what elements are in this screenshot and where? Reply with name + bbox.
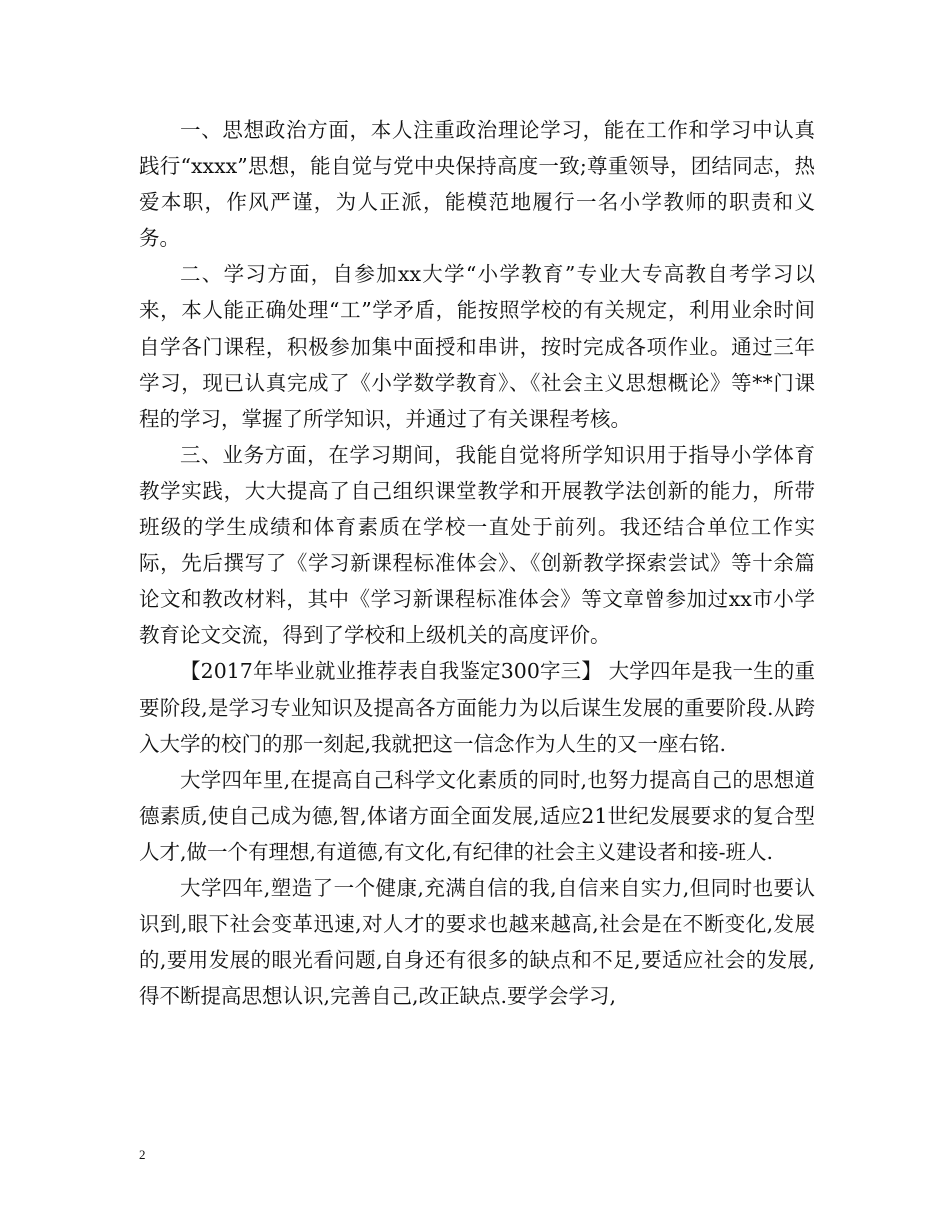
section-spacer bbox=[602, 659, 609, 683]
paragraph-university-growth: 大学四年,塑造了一个健康,充满自信的我,自信来自实力,但同时也要认识到,眼下社会变革迅速,对人才的要求也越来越高,社会是在不断变化,发展的,要用发展的眼光看问题,自身还有很多的缺点和不足,要适应社会的发展,得不断提高思想认识,完善自己,改正缺点.要学会学习, bbox=[139, 875, 815, 1009]
section-first-paragraph: 大学四年是我一生的重要阶段,是学习专业知识及提高各方面能力为以后谋生发展的重要阶段.从跨入大学的校门的那一刻起,我就把这一信念作为人生的又一座右铭. bbox=[139, 659, 815, 756]
page-number: 2 bbox=[139, 1147, 146, 1162]
paragraph-work: 三、业务方面，在学习期间，我能自觉将所学知识用于指导小学体育教学实践，大大提高了自己组织课堂教学和开展教学法创新的能力，所带班级的学生成绩和体育素质在学校一直处于前列。我还结合单位工作实际，先后撰写了《学习新课程标准体会》、《创新教学探索尝试》等十余篇论文和教改材料，其中《学习新课程标准体会》等文章曾参加过xx市小学教育论文交流，得到了学校和上级机关的高度评价。 bbox=[139, 442, 815, 648]
paragraph-political: 一、思想政治方面，本人注重政治理论学习，能在工作和学习中认真践行“xxxx”思想，能自觉与党中央保持高度一致;尊重领导，团结同志，热爱本职，作风严谨，为人正派，能模范地履行一名小学教师的职责和义务。 bbox=[139, 118, 815, 251]
section-heading: 【2017年毕业就业推荐表自我鉴定300字三】 bbox=[180, 659, 602, 684]
paragraph-study: 二、学习方面，自参加xx大学“小学教育”专业大专高教自考学习以来，本人能正确处理“工”学矛盾，能按照学校的有关规定，利用业余时间自学各门课程，积极参加集中面授和串讲，按时完成各项作业。通过三年学习，现已认真完成了《小学数学教育》、《社会主义思想概论》等**门课程的学习，掌握了所学知识，并通过了有关课程考核。 bbox=[139, 262, 815, 431]
paragraph-section-three bbox=[139, 653, 815, 761]
document-body bbox=[139, 112, 815, 1014]
paragraph-university-quality: 大学四年里,在提高自己科学文化素质的同时,也努力提高自己的思想道德素质,使自己成为德,智,体诸方面全面发展,适应21世纪发展要求的复合型人才,做一个有理想,有道德,有文化,有纪律的社会主义建设者和接-班人. bbox=[139, 767, 815, 864]
